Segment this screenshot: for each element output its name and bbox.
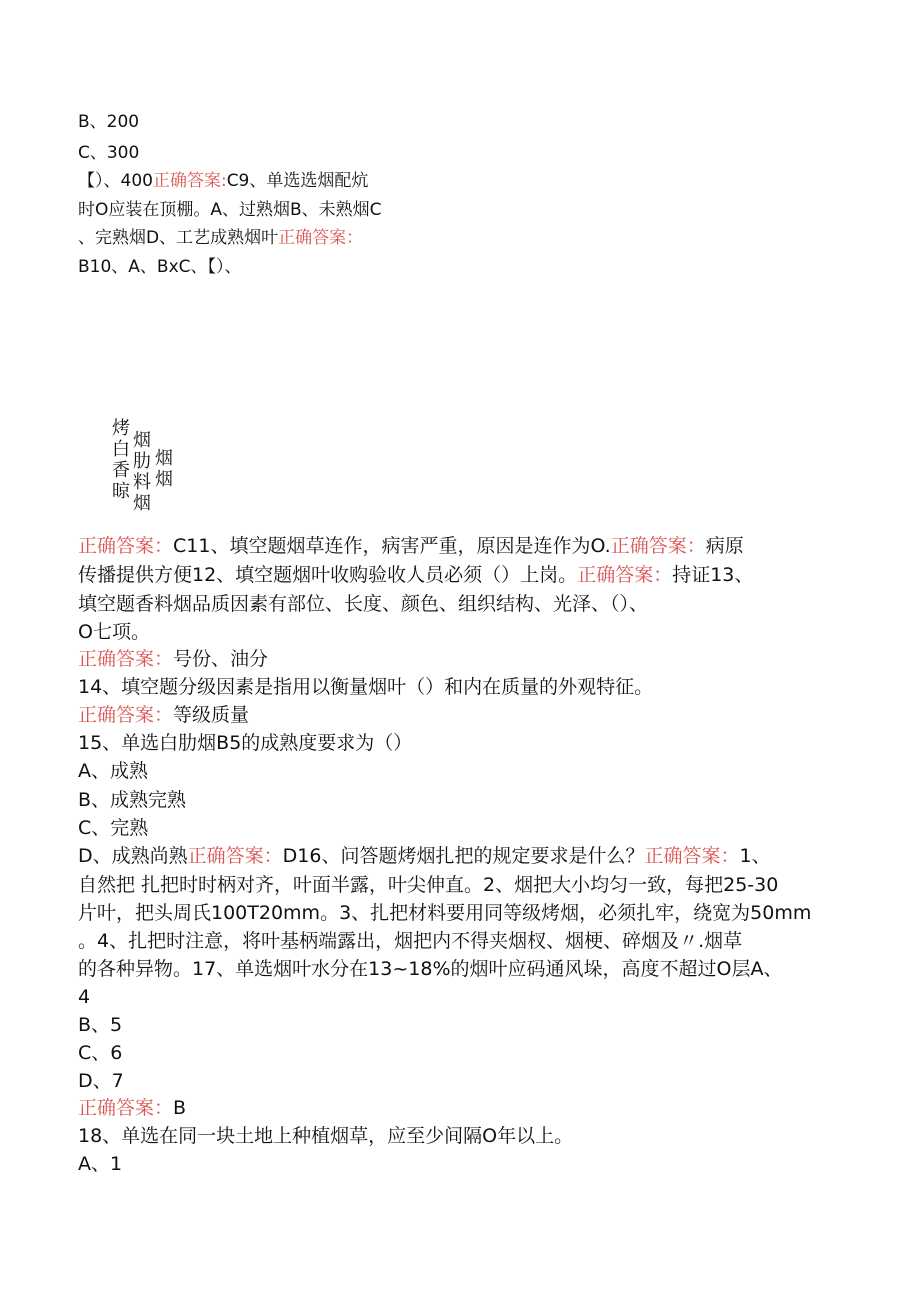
text-line: D、成熟尚熟正确答案：D16、问答题烤烟扎把的规定要求是什么？正确答案：1、 (78, 845, 771, 867)
answer-label: 正确答案： (78, 704, 174, 726)
text-line: 正确答案：等级质量 (78, 704, 250, 726)
option-c-300: C、300 (78, 143, 140, 163)
text-line: 的各种异物。17、单选烟叶水分在13~18%的烟叶应码通风垛，高度不超过O层A、 (78, 958, 783, 980)
text-line: 正确答案：B (78, 1097, 187, 1119)
answer-label: 正确答案： (78, 648, 174, 670)
text-line: 自然把 扎把时时柄对齐，叶面半露，叶尖伸直。2、烟把大小均匀一致，每把25-30 (78, 874, 779, 896)
text-line: O七项。 (78, 621, 150, 643)
option-line: A、1 (78, 1153, 123, 1175)
option-line: C、6 (78, 1042, 123, 1064)
text-line: 填空题香料烟品质因素有部位、长度、颜色、组织结构、光泽、（）、 (78, 593, 649, 615)
vertical-column-2: 烟 肋 料 烟 (133, 430, 151, 514)
text-line: 正确答案：号份、油分 (78, 648, 269, 670)
option-line: B、成熟完熟 (78, 789, 187, 811)
text-line: 。4、扎把时注意，将叶基柄端露出，烟把内不得夹烟杈、烟梗、碎烟及〃.烟草 (78, 930, 743, 952)
text-line: 、完熟烟D、工艺成熟烟叶正确答案： (78, 228, 364, 248)
option-line: C、完熟 (78, 817, 149, 839)
answer-label: 正确答案: (152, 171, 227, 191)
vertical-column-3: 烟 烟 (155, 448, 173, 490)
text-line: 15、单选白肋烟B5的成熟度要求为（） (78, 732, 413, 754)
answer-label: 正确答案： (78, 1097, 174, 1119)
option-line: B、5 (78, 1014, 123, 1036)
option-b-200: B、200 (78, 112, 140, 132)
answer-label: 正确答案： (644, 845, 740, 867)
answer-label: 正确答案： (610, 535, 706, 557)
text-line: 正确答案：C11、填空题烟草连作，病害严重，原因是连作为O.正确答案：病原 (78, 535, 744, 557)
answer-label: 正确答案： (78, 535, 174, 557)
option-line: A、成熟 (78, 760, 148, 782)
answer-label: 正确答案： (278, 228, 364, 248)
text-line: B10、A、BxC、【）、 (78, 257, 242, 277)
text-line: 18、单选在同一块土地上种植烟草，应至少间隔O年以上。 (78, 1125, 574, 1147)
text-line: 片叶，把头周氏100T20mm。3、扎把材料要用同等级烤烟，必须扎牢，绕宽为50mm (78, 902, 812, 924)
option-line: 4 (78, 986, 91, 1008)
answer-label: 正确答案： (577, 564, 673, 586)
text-line: 【）、400正确答案:C9、单选选烟配炕 (78, 171, 369, 191)
text-line: 传播提供方便12、填空题烟叶收购验收人员必须（）上岗。正确答案：持证13、 (78, 564, 754, 586)
vertical-column-1: 烤 白 香 晾 (112, 418, 130, 502)
option-line: D、7 (78, 1070, 124, 1092)
text-line: 14、填空题分级因素是指用以衡量烟叶（）和内在质量的外观特征。 (78, 676, 654, 698)
answer-label: 正确答案： (187, 845, 283, 867)
text-line: 时O应装在顶棚。A、过熟烟B、未熟烟C (78, 200, 382, 220)
